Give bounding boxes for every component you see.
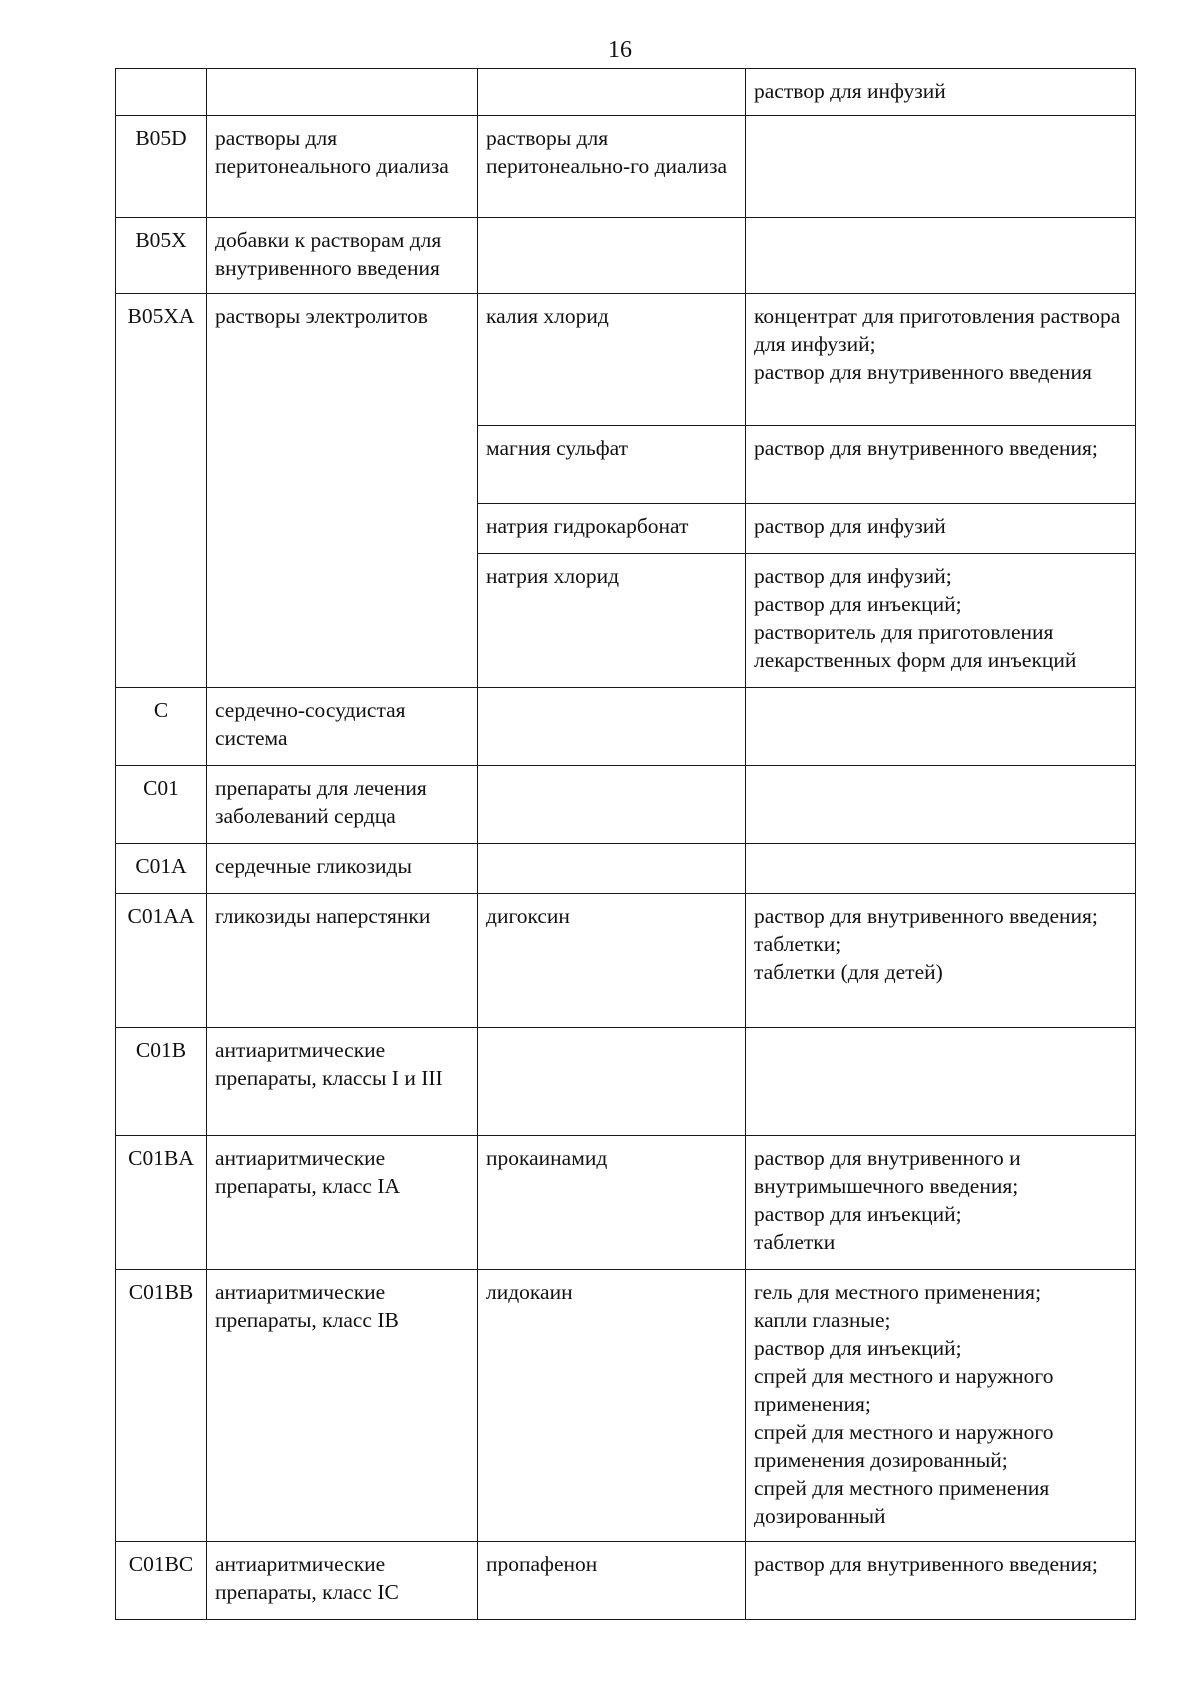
forms-cell [746, 504, 1136, 554]
drug-cell [478, 766, 746, 844]
table-row [116, 688, 1136, 766]
group-cell: антиаритмические препараты, класс IB [207, 1270, 478, 1542]
form-line: раствор для внутривенного введения; [754, 1552, 1098, 1576]
table-row [116, 1542, 1136, 1620]
form-line: раствор для внутривенного введения [754, 360, 1092, 384]
form-line: растворитель для приготовления лекарственных форм для инъекций [754, 620, 1077, 672]
drug-cell [478, 688, 746, 766]
form-line: таблетки; [754, 932, 842, 956]
drug-cell: растворы для перитонеально-го диализа [478, 116, 746, 218]
group-cell: гликозиды наперстянки [207, 894, 478, 1028]
forms-cell [746, 426, 1136, 504]
forms-cell [746, 844, 1136, 894]
form-line: спрей для местного и наружного применения дозированный; [754, 1420, 1054, 1472]
form-line: раствор для инфузий; [754, 564, 952, 588]
group-cell: антиаритмические препараты, классы I и III [207, 1028, 478, 1136]
forms-cell [746, 688, 1136, 766]
drug-cell: натрия хлорид [478, 554, 746, 688]
group-cell: антиаритмические препараты, класс IC [207, 1542, 478, 1620]
table-row [116, 116, 1136, 218]
group-cell: растворы электролитов [207, 294, 478, 688]
forms-cell [746, 116, 1136, 218]
atc-code-cell: C [116, 688, 207, 766]
form-line: раствор для внутривенного введения; [754, 436, 1098, 460]
forms-cell [746, 218, 1136, 294]
atc-code-cell: B05X [116, 218, 207, 294]
drug-cell [478, 1028, 746, 1136]
forms-cell [746, 69, 1136, 116]
form-line: раствор для инфузий [754, 514, 946, 538]
table-row [116, 1028, 1136, 1136]
atc-code-cell: C01BB [116, 1270, 207, 1542]
group-cell: препараты для лечения заболеваний сердца [207, 766, 478, 844]
drug-cell [478, 218, 746, 294]
drug-cell: магния сульфат [478, 426, 746, 504]
atc-code-cell [116, 69, 207, 116]
forms-cell [746, 1542, 1136, 1620]
drug-cell: лидокаин [478, 1270, 746, 1542]
drug-cell: пропафенон [478, 1542, 746, 1620]
form-line: раствор для инъекций; [754, 1202, 962, 1226]
table-row [116, 294, 1136, 426]
table-row [116, 69, 1136, 116]
form-line: капли глазные; [754, 1308, 891, 1332]
forms-cell [746, 1028, 1136, 1136]
table-row [116, 894, 1136, 1028]
group-cell: сердечно-сосудистая система [207, 688, 478, 766]
forms-cell [746, 554, 1136, 688]
form-line: раствор для инфузий [754, 79, 946, 103]
group-cell: сердечные гликозиды [207, 844, 478, 894]
atc-code-cell: B05D [116, 116, 207, 218]
form-line: спрей для местного и наружного применения; [754, 1364, 1054, 1416]
atc-code-cell: B05XA [116, 294, 207, 688]
form-line: гель для местного применения; [754, 1280, 1042, 1304]
drug-cell [478, 69, 746, 116]
table-row [116, 218, 1136, 294]
forms-cell [746, 1270, 1136, 1542]
forms-cell [746, 894, 1136, 1028]
forms-cell [746, 294, 1136, 426]
group-cell: добавки к растворам для внутривенного введения [207, 218, 478, 294]
atc-code-cell: C01AA [116, 894, 207, 1028]
form-line: раствор для внутривенного и внутримышечного введения; [754, 1146, 1021, 1198]
drug-classification-table [115, 68, 1136, 1620]
form-line: раствор для инъекций; [754, 1336, 962, 1360]
drug-cell: дигоксин [478, 894, 746, 1028]
group-cell: растворы для перитонеального диализа [207, 116, 478, 218]
form-line: раствор для внутривенного введения; [754, 904, 1098, 928]
form-line: таблетки (для детей) [754, 960, 943, 984]
atc-code-cell: C01A [116, 844, 207, 894]
atc-code-cell: C01 [116, 766, 207, 844]
atc-code-cell: C01BC [116, 1542, 207, 1620]
page-number: 16 [608, 37, 632, 63]
form-line: концентрат для приготовления раствора для инфузий; [754, 304, 1121, 356]
table-row [116, 1136, 1136, 1270]
atc-code-cell: C01B [116, 1028, 207, 1136]
form-line: спрей для местного применения дозированный [754, 1476, 1050, 1528]
form-line: таблетки [754, 1230, 836, 1254]
group-cell: антиаритмические препараты, класс IA [207, 1136, 478, 1270]
drug-cell: калия хлорид [478, 294, 746, 426]
drug-cell: натрия гидрокарбонат [478, 504, 746, 554]
table-row [116, 766, 1136, 844]
drug-cell: прокаинамид [478, 1136, 746, 1270]
drug-cell [478, 844, 746, 894]
table-row [116, 844, 1136, 894]
forms-cell [746, 766, 1136, 844]
atc-code-cell: C01BA [116, 1136, 207, 1270]
group-cell [207, 69, 478, 116]
table-row [116, 1270, 1136, 1542]
form-line: раствор для инъекций; [754, 592, 962, 616]
forms-cell [746, 1136, 1136, 1270]
